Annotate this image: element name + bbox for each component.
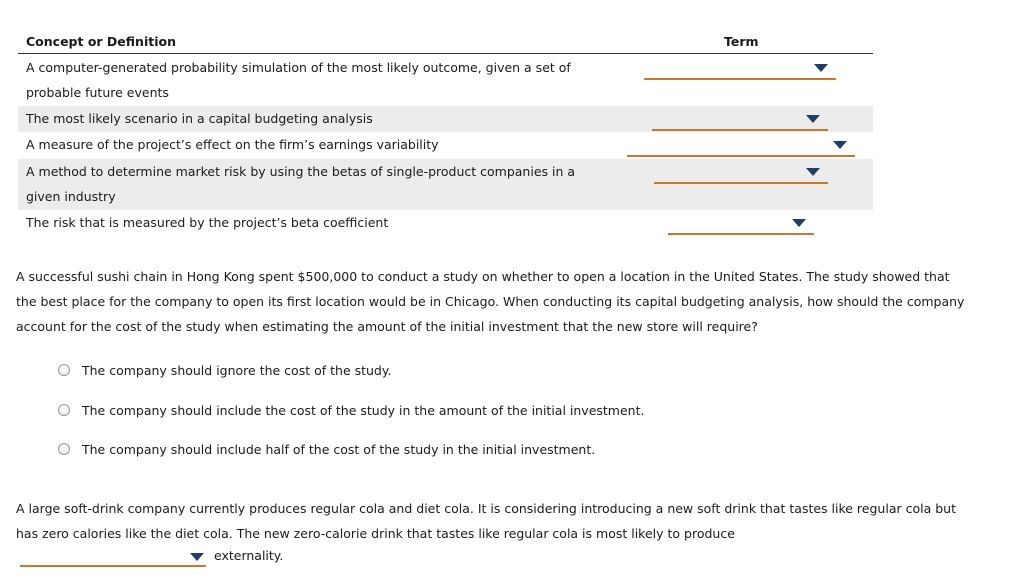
table-row	[18, 54, 873, 106]
definition-text: A method to determine market risk by using the betas of single-product companies in a given industry	[26, 164, 576, 204]
radio-button[interactable]	[58, 443, 70, 455]
chevron-down-icon	[806, 115, 820, 123]
radio-option-ignore[interactable]: The company should ignore the cost of the study.	[58, 361, 391, 379]
term-dropdown-3[interactable]	[627, 133, 855, 157]
radio-option-half[interactable]: The company should include half of the cost of the study in the initial investment.	[58, 440, 595, 458]
definition-text: The risk that is measured by the project’s beta coefficient	[26, 215, 389, 230]
chevron-down-icon	[190, 553, 204, 561]
chevron-down-icon	[814, 64, 828, 72]
header-concept: Concept or Definition	[26, 34, 176, 49]
externality-dropdown[interactable]	[20, 545, 206, 567]
definition-text: A measure of the project’s effect on the firm’s earnings variability	[26, 137, 439, 152]
term-dropdown-2[interactable]	[652, 107, 828, 131]
question-cola-text: A large soft-drink company currently produces regular cola and diet cola. It is considering introducing a new soft drink that tastes like regular cola but has zero calories like the diet cola. The new zero-calorie drink that tastes like regular cola is most likely to produce	[16, 501, 956, 541]
chevron-down-icon	[833, 141, 847, 149]
table-row	[18, 210, 873, 238]
definition-text: The most likely scenario in a capital budgeting analysis	[26, 111, 373, 126]
table-row	[18, 159, 873, 210]
table-row	[18, 132, 873, 159]
term-dropdown-4[interactable]	[654, 160, 828, 184]
chevron-down-icon	[806, 168, 820, 176]
question-sushi-text: A successful sushi chain in Hong Kong spent $500,000 to conduct a study on whether to open a location in the United States. The study showed that the best place for the company to open its first location would be in Chicago. When conducting its capital budgeting analysis, how should the company account for the cost of the study when estimating the amount of the initial investment that the new store will require?	[16, 269, 965, 334]
table-header	[18, 30, 873, 54]
term-dropdown-1[interactable]	[644, 56, 836, 80]
term-dropdown-5[interactable]	[668, 211, 814, 235]
radio-button[interactable]	[58, 404, 70, 416]
matching-table	[18, 30, 873, 238]
radio-option-include[interactable]: The company should include the cost of the study in the amount of the initial investment.	[58, 401, 644, 419]
chevron-down-icon	[792, 219, 806, 227]
externality-suffix: externality.	[214, 548, 284, 563]
header-term: Term	[724, 34, 759, 49]
definition-text: A computer-generated probability simulation of the most likely outcome, given a set of probable future events	[26, 60, 571, 100]
radio-button[interactable]	[58, 364, 70, 376]
table-row	[18, 106, 873, 132]
